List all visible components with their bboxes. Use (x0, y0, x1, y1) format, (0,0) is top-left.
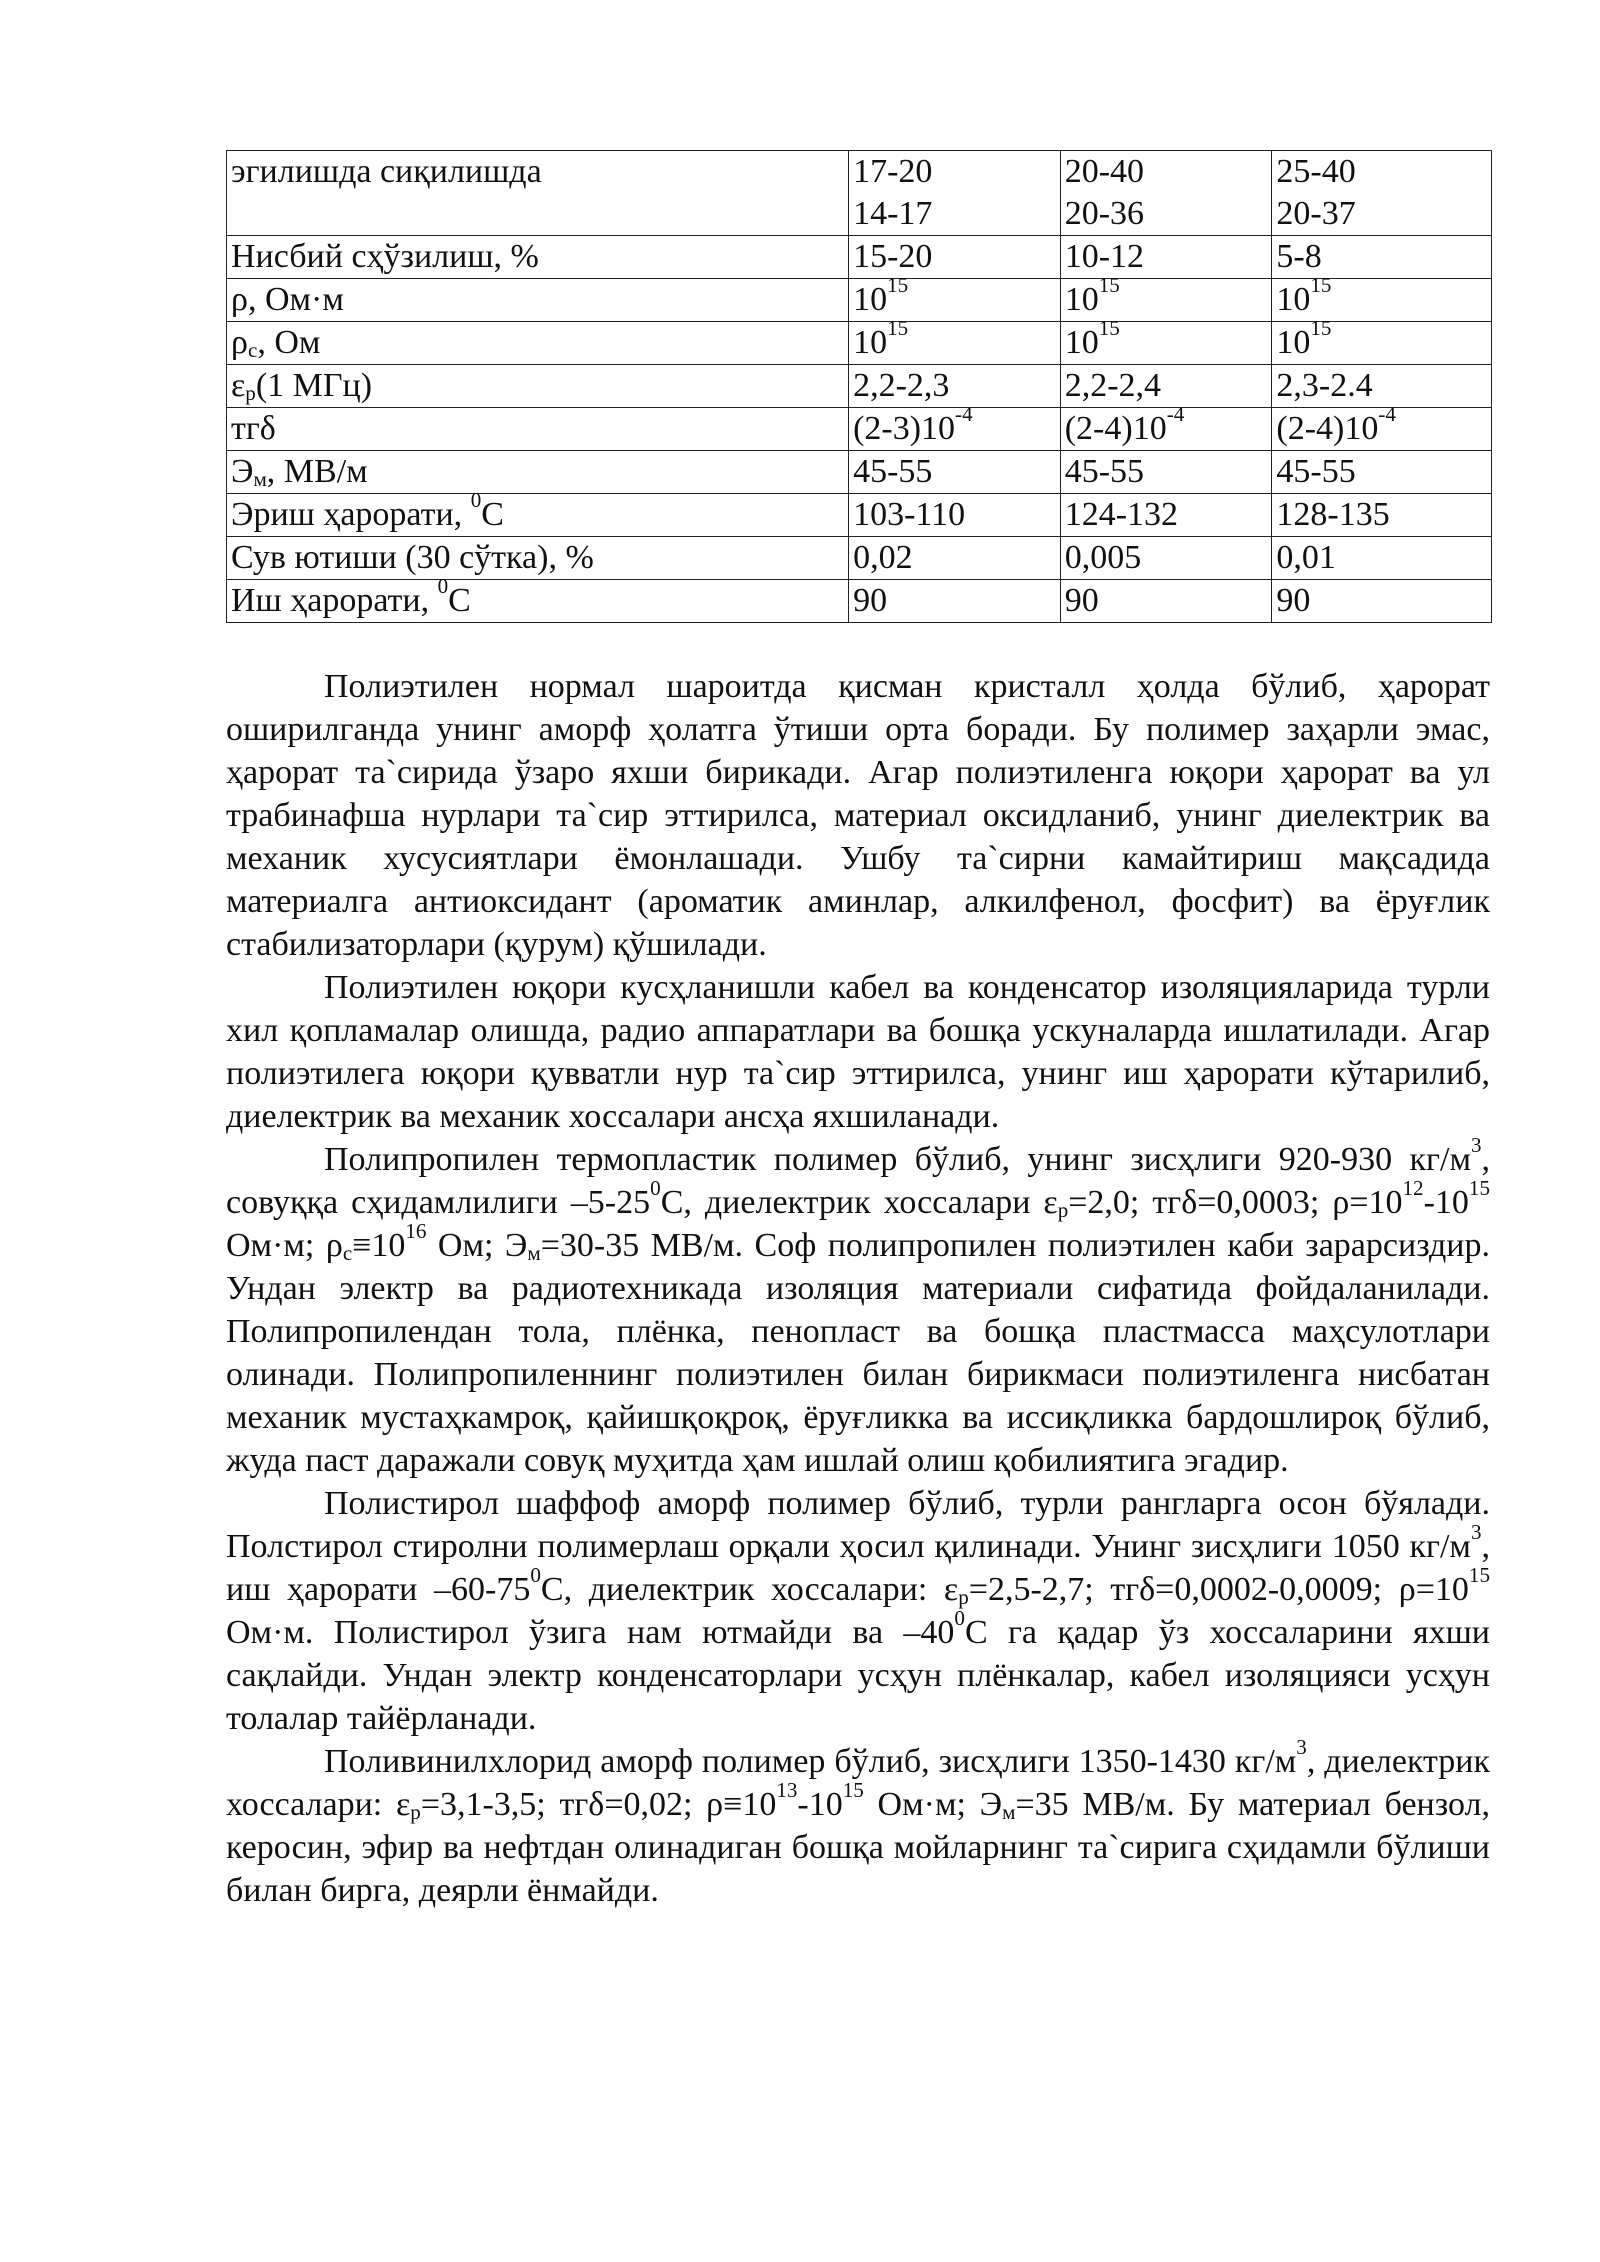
table-row (227, 365, 1492, 408)
table-cell: $10^{15}$ (1272, 322, 1492, 365)
table-cell: 10-12 (1060, 236, 1272, 279)
table-cell: 17-20 14-17 (849, 151, 1061, 236)
table-row (227, 322, 1492, 365)
table-row (227, 279, 1492, 322)
paragraph-polyethylene-uses: Полиэтилен юқори кусҳланишли кабел ва конденсатор изоляцияларида турли хил қопламалар олишда, радио аппаратлари ва бошқа ускуналарда ишлатилади. Агар полиэтилега юқори қувватли нур та`сир эттирилса, унинг иш ҳарорати кўтарилиб, диелектрик ва механик хоссалари ансҳа яхшиланади. (226, 969, 1490, 1135)
table-cell: 45-55 (849, 451, 1061, 494)
table-cell-label: $\varepsilon_р(1$ МГц) (227, 365, 849, 408)
table-cell: $10^{15}$ (1060, 279, 1272, 322)
table-cell: $10^{15}$ (1272, 279, 1492, 322)
table-cell-label: Сув ютиши (30 сўтка), % (227, 537, 849, 580)
table-cell: 45-55 (1060, 451, 1272, 494)
table-cell: 124-132 (1060, 494, 1272, 537)
table-cell: 2,2-2,4 (1060, 365, 1272, 408)
table-cell: 128-135 (1272, 494, 1492, 537)
table-cell: 2,3-2.4 (1272, 365, 1492, 408)
paragraph-polypropylene: Полипропилен термопластик полимер бўлиб, унинг зисҳлиги 920-930 $кг/м^3$, совуққа сҳидамлилиги $-5-25^0С$, диелектрик хоссалари $\varepsilon_р=2,0$; тгδ=0,0003; $\rho=10^{12}-10^{15}$ Ом·м; $\rho_с\equiv 10^{16}$ Ом; $Э_м=30-35$ МВ/м. Соф полипропилен полиэтилен каби зарарсиздир. Ундан электр ва радиотехникада изоляция материали сифатида фойдаланилади. Полипропилендан тола, плёнка, пенопласт ва бошқа пластмасса маҳсулотлари олинади. Полипропиленнинг полиэтилен билан бирикмаси полиэтиленга нисбатан механик мустаҳкамроқ, қайишқоқроқ, ёруғликка ва иссиқликка бардошлироқ бўлиб, жуда паст даражали совуқ муҳитда ҳам ишлай олиш қобилиятига эгадир. (226, 1133, 1490, 1479)
table-cell: 90 (1272, 580, 1492, 623)
table-cell: $(2-3)10^{-4}$ (849, 408, 1061, 451)
table-cell: 0,005 (1060, 537, 1272, 580)
table-cell-label: эгилишда сиқилишда (227, 151, 849, 236)
table-cell: 90 (849, 580, 1061, 623)
table-cell: $(2-4)10^{-4}$ (1060, 408, 1272, 451)
table-cell: 25-40 20-37 (1272, 151, 1492, 236)
paragraph-polyethylene-properties: Полиэтилен нормал шароитда қисман кристалл ҳолда бўлиб, ҳарорат оширилганда унинг аморф ҳолатга ўтиши орта боради. Бу полимер заҳарли эмас, ҳарорат та`сирида ўзаро яхши бирикади. Агар полиэтиленга юқори ҳарорат ва ул трабинафша нурлари та`сир эттирилса, материал оксидланиб, унинг диелектрик ва механик хусусиятлари ёмонлашади. Ушбу та`сирни камайтириш мақсадида материалга антиоксидант (ароматик аминлар, алкилфенол, фосфит) ва ёруғлик стабилизаторлари (қурум) қўшилади. (226, 668, 1490, 963)
table-cell-label: $\rho_с$, Ом (227, 322, 849, 365)
table-cell: 103-110 (849, 494, 1061, 537)
table-cell: $10^{15}$ (849, 322, 1061, 365)
table-cell-label: Иш ҳарорати, $^0$С (227, 580, 849, 623)
table-cell-label: тгδ (227, 408, 849, 451)
table-row (227, 451, 1492, 494)
table-cell: 20-40 20-36 (1060, 151, 1272, 236)
table-row (227, 580, 1492, 623)
table-cell: 90 (1060, 580, 1272, 623)
paragraph-polystyrene: Полистирол шаффоф аморф полимер бўлиб, турли рангларга осон бўялади. Полстирол стиролни полимерлаш орқали ҳосил қилинади. Унинг зисҳлиги 1050 $кг/м^3$, иш ҳарорати $-60-75^0С$, диелектрик хоссалари: $\varepsilon_р=2,5-2,7$; тгδ=0,0002-0,0009; $\rho=10^{15}$ Ом·м. Полистирол ўзига нам ютмайди ва $-40^0С$ га қадар ўз хоссаларини яхши сақлайди. Ундан электр конденсаторлари усҳун плёнкалар, кабел изоляцияси усҳун толалар тайёрланади. (226, 1485, 1491, 1737)
paragraph-polyvinylchloride: Поливинилхлорид аморф полимер бўлиб, зисҳлиги 1350-1430 $кг/м^3$, диелектрик хоссалари: $\varepsilon_р=3,1-3,5$; тгδ=0,02; $\rho\equiv 10^{13}-10^{15}$ Ом·м; $Э_м=35$ МВ/м. Бу материал бензол, керосин, эфир ва нефтдан олинадиган бошқа мойларнинг та`сирига сҳидамли бўлиши билан бирга, деярли ёнмайди. (226, 1735, 1491, 1909)
table-row (227, 494, 1492, 537)
table-cell: $(2-4)10^{-4}$ (1272, 408, 1492, 451)
table-cell: 0,01 (1272, 537, 1492, 580)
table-cell: 2,2-2,3 (849, 365, 1061, 408)
table-cell-label: Эриш ҳарорати, $^0$С (227, 494, 849, 537)
table-cell-label: Нисбий сҳўзилиш, % (227, 236, 849, 279)
properties-table (226, 150, 1492, 623)
table-cell-label: ρ, Ом·м (227, 279, 849, 322)
table-cell: 0,02 (849, 537, 1061, 580)
table-cell: 45-55 (1272, 451, 1492, 494)
table-row (227, 537, 1492, 580)
table-row (227, 236, 1492, 279)
table-cell: $10^{15}$ (1060, 322, 1272, 365)
body-text (226, 665, 1490, 1912)
table-cell-label: $Э_м$, МВ/м (227, 451, 849, 494)
document-page (226, 150, 1490, 1912)
table-row (227, 408, 1492, 451)
table-row (227, 151, 1492, 236)
table-cell: 15-20 (849, 236, 1061, 279)
table-cell: $10^{15}$ (849, 279, 1061, 322)
table-cell: 5-8 (1272, 236, 1492, 279)
